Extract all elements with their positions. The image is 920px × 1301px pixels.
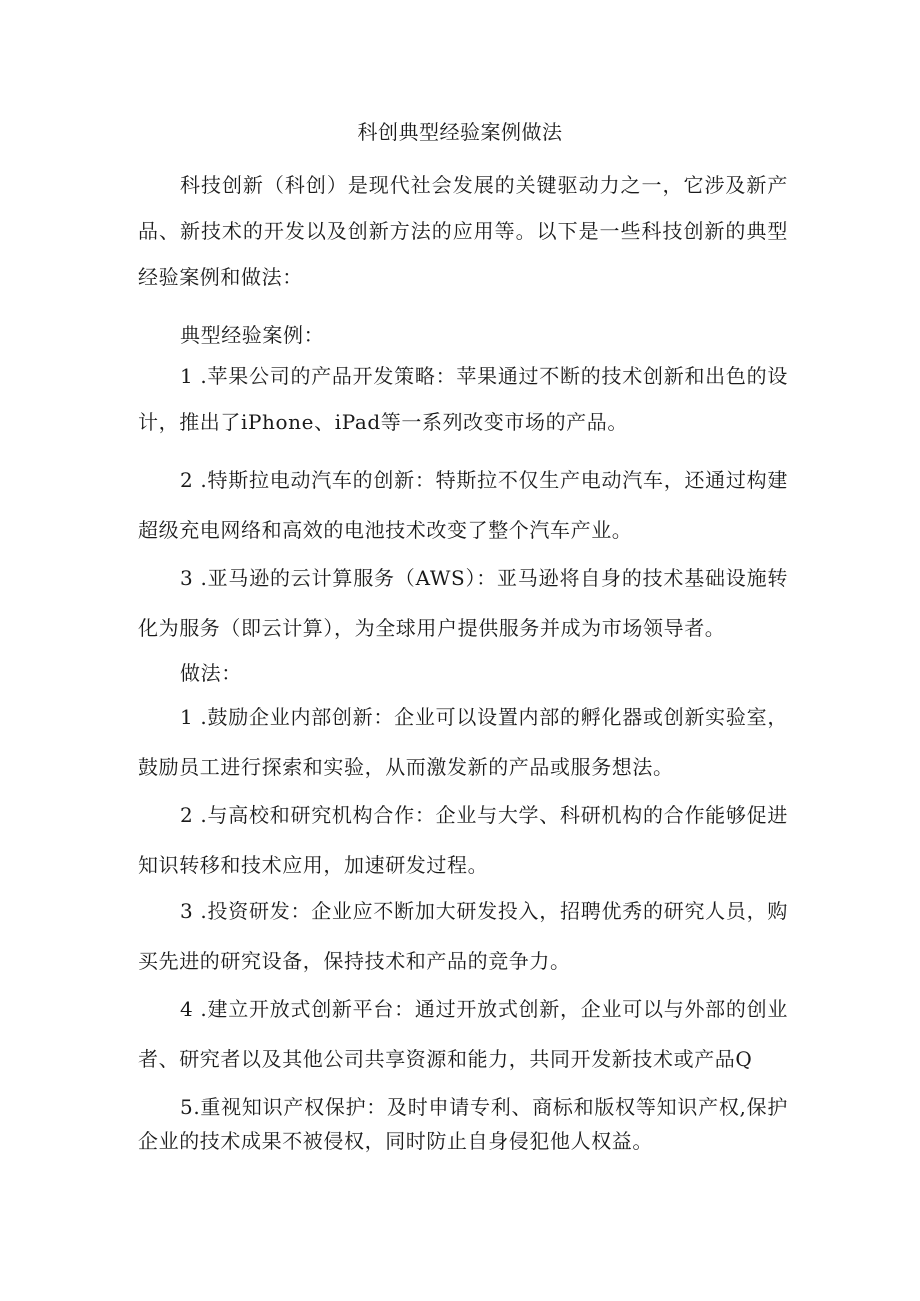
case-item-3: 3 .亚马逊的云计算服务（AWS）：亚马逊将自身的技术基础设施转化为服务（即云计算），为全球用户提供服务并成为市场领导者。	[138, 566, 788, 640]
practice-item-4: 4 .建立开放式创新平台：通过开放式创新，企业可以与外部的创业者、研究者以及其他公司共享资源和能力，共同开发新技术或产品Q	[138, 997, 788, 1071]
cases-heading: 典型经验案例：	[180, 323, 325, 347]
practice-item-3: 3 .投资研发：企业应不断加大研发投入，招聘优秀的研究人员，购买先进的研究设备，保持技术和产品的竞争力。	[138, 899, 788, 973]
practices-heading: 做法：	[180, 661, 242, 685]
document-title: 科创典型经验案例做法	[357, 120, 563, 144]
case-item-1: 1 .苹果公司的产品开发策略：苹果通过不断的技术创新和出色的设计，推出了iPhone、iPad等一系列改变市场的产品。	[138, 364, 788, 434]
intro-paragraph: 科技创新（科创）是现代社会发展的关键驱动力之一，它涉及新产品、新技术的开发以及创新方法的应用等。以下是一些科技创新的典型经验案例和做法：	[138, 173, 788, 289]
case-item-2: 2 .特斯拉电动汽车的创新：特斯拉不仅生产电动汽车，还通过构建超级充电网络和高效的电池技术改变了整个汽车产业。	[138, 468, 788, 542]
practice-item-1: 1 .鼓励企业内部创新：企业可以设置内部的孵化器或创新实验室，鼓励员工进行探索和实验，从而激发新的产品或服务想法。	[138, 705, 788, 779]
practice-item-5: 5.重视知识产权保护：及时申请专利、商标和版权等知识产权,保护企业的技术成果不被侵权，同时防止自身侵犯他人权益。	[138, 1095, 788, 1153]
practice-item-2: 2 .与高校和研究机构合作：企业与大学、科研机构的合作能够促进知识转移和技术应用，加速研发过程。	[138, 803, 788, 877]
